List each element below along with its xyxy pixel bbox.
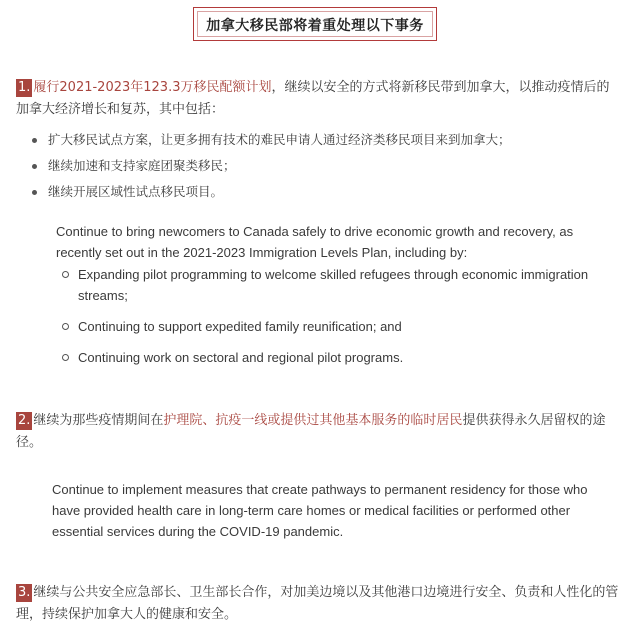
item-1-en-intro: Continue to bring newcomers to Canada safely to drive economic growth and recovery, as recently set out in the 2021-2023 Immigration Levels Plan, including by: bbox=[56, 224, 574, 260]
title-box bbox=[193, 7, 437, 41]
item-3-text: 继续与公共安全应急部长、卫生部长合作，对加美边境以及其他港口边境进行安全、负责和人性化的管理，持续保护加拿大人的健康和安全。 bbox=[16, 585, 619, 622]
item-3-number: 3. bbox=[18, 585, 31, 600]
item-2-cn bbox=[16, 410, 620, 454]
page-title: 加拿大移民部将着重处理以下事务 bbox=[206, 18, 424, 34]
item-1-en-bullets bbox=[62, 264, 602, 368]
list-item: Continuing work on sectoral and regional pilot programs. bbox=[62, 347, 602, 368]
item-1-rest: ，继续以安全的方式将新移民带到加拿大，以推动疫情后的加拿大经济增长和复苏，其中包括： bbox=[16, 80, 610, 117]
item-2-text-a: 继续为那些疫情期间在 bbox=[33, 413, 164, 428]
list-item: Continuing to support expedited family reunification; and bbox=[62, 316, 602, 337]
list-item: 继续加速和支持家庭团聚类移民； bbox=[30, 153, 620, 179]
item-2-highlight: 护理院、抗疫一线或提供过其他基本服务的临时居民 bbox=[163, 413, 463, 428]
item-3-cn bbox=[16, 582, 620, 626]
item-1-number: 1. bbox=[18, 80, 31, 95]
list-item: 扩大移民试点方案，让更多拥有技术的难民申请人通过经济类移民项目来到加拿大； bbox=[30, 127, 620, 153]
item-2-text-b: 提供获得永久居留权的途径。 bbox=[16, 413, 606, 450]
item-1-highlight: 履行2021-2023年123.3万移民配额计划 bbox=[33, 80, 272, 95]
item-2-number: 2. bbox=[18, 413, 31, 428]
list-item: Expanding pilot programming to welcome skilled refugees through economic immigration streams; bbox=[62, 264, 602, 306]
item-1-cn-bullets bbox=[30, 127, 620, 205]
item-1-cn bbox=[16, 77, 620, 121]
list-item: 继续开展区域性试点移民项目。 bbox=[30, 179, 620, 205]
item-2-en: Continue to implement measures that create pathways to permanent residency for those who have provided health care in long-term care homes or medical facilities or performed other essential services during the COVID-19 pandemic. bbox=[52, 482, 588, 539]
